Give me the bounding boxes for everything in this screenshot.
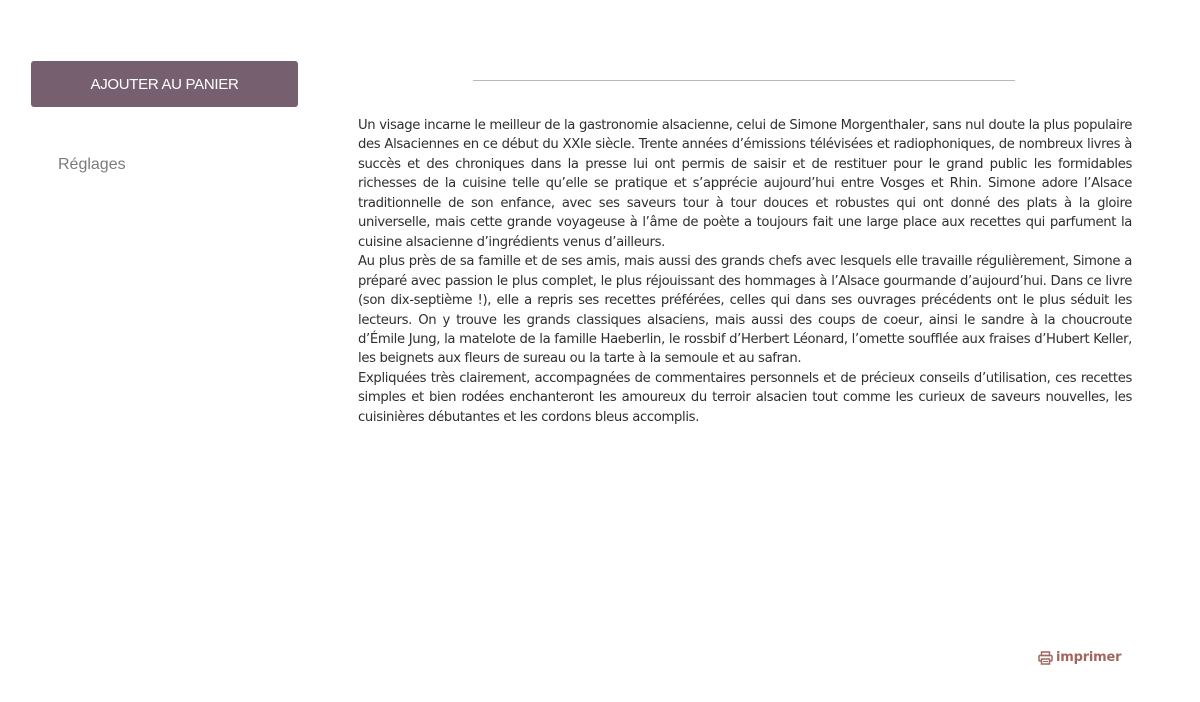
product-description (358, 116, 1132, 427)
description-paragraph: Un visage incarne le meilleur de la gastronomie alsacienne, celui de Simone Morgenthaler, sans nul doute la plus populaire des Alsaciennes en ce début du XXIe siècle. Trente années d’émissions télévisées et radiophoniques, de nombreux livres à succès et des chroniques dans la presse lui ont permis de saisir et de restituer pour le grand public les formidables richesses de la cuisine telle qu’elle se pratique et s’apprécie aujourd’hui entre Vosges et Rhin. Simone adore l’Alsace traditionnelle de son enfance, avec ses saveurs tour à tour douces et robustes qui ont donné des plats à la gloire universelle, mais cette grande voyageuse à l’âme de poète a toujours fait une large place aux recettes qui parfument la cuisine alsacienne d’ingrédients venus d’ailleurs. (358, 118, 1132, 250)
print-link[interactable] (1038, 650, 1121, 665)
print-label: imprimer (1056, 650, 1122, 665)
description-paragraph: Au plus près de sa famille et de ses amis, mais aussi des grands chefs avec lesquels elle travaille régulièrement, Simone a préparé avec passion le plus complet, le plus réjouissant des hommages à l’Alsace gourmande d’aujourd’hui. Dans ce livre (son dix-septième !), elle a repris ses recettes préférées, celles qui dans ses ouvrages précédents ont le plus séduit les lecteurs. On y trouve les grands classiques alsaciens, mais aussi des coups de coeur, ainsi le sandre à la choucroute d’Émile Jung, la matelote de la famille Haeberlin, le rossbif d’Herbert Léonard, l’omette soufflée aux fraises d’Hubert Keller, les beignets aux fleurs de sureau ou la tarte à la semoule et au safran. (358, 254, 1132, 367)
divider (473, 80, 1015, 81)
add-to-cart-button[interactable]: AJOUTER AU PANIER (31, 61, 298, 107)
description-paragraph: Expliquées très clairement, accompagnées de commentaires personnels et de précieux conseils d’utilisation, ces recettes simples et bien rodées enchanteront les amoureux du terroir alsacien tout comme les curieux de saveurs nouvelles, les cuisinières débutantes et les cordons bleus accomplis. (358, 370, 1132, 425)
settings-link[interactable]: Réglages (58, 156, 126, 173)
printer-icon (1038, 651, 1053, 665)
